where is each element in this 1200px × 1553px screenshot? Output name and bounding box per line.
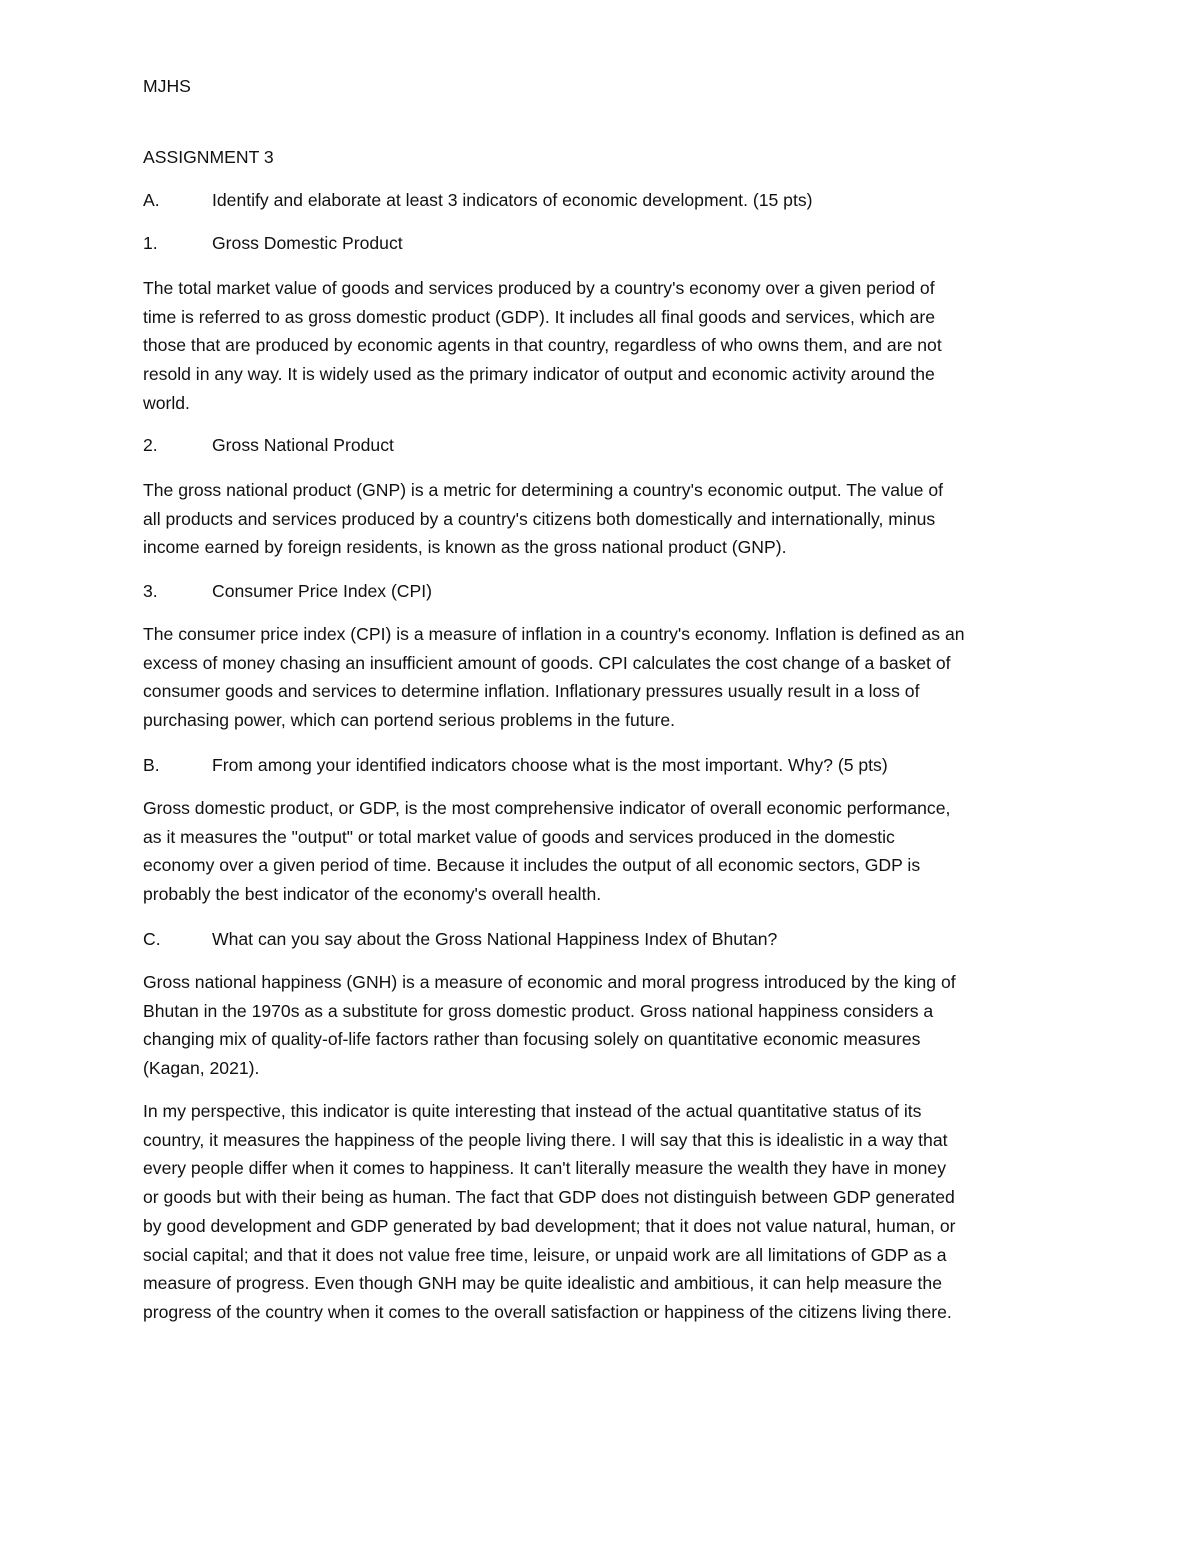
paragraph-line: time is referred to as gross domestic product (GDP). It includes all final goods and services, which are bbox=[143, 306, 936, 327]
paragraph-line: The consumer price index (CPI) is a measure of inflation in a country's economy. Inflation is defined as an bbox=[143, 624, 965, 644]
indicator-1-title: Gross Domestic Product bbox=[212, 233, 403, 253]
paragraph-line: (Kagan, 2021). bbox=[143, 1058, 260, 1079]
question-a-text: Identify and elaborate at least 3 indicators of economic development. (15 pts) bbox=[212, 190, 813, 210]
question-a-marker: A. bbox=[143, 190, 160, 210]
paragraph-line: In my perspective, this indicator is quite interesting that instead of the actual quantitative status of its bbox=[143, 1101, 922, 1121]
indicator-2-title: Gross National Product bbox=[212, 435, 394, 455]
paragraph-line: as it measures the "output" or total market value of goods and services produced in the domestic bbox=[143, 826, 895, 847]
indicator-2-heading bbox=[143, 431, 394, 460]
paragraph-line: social capital; and that it does not value free time, leisure, or unpaid work are all limitations of GDP as a bbox=[143, 1244, 947, 1265]
paragraph-line: Bhutan in the 1970s as a substitute for gross domestic product. Gross national happiness considers a bbox=[143, 1000, 934, 1021]
paragraph-line: The gross national product (GNP) is a metric for determining a country's economic output. The value of bbox=[143, 480, 944, 500]
paragraph-line: every people differ when it comes to happiness. It can't literally measure the wealth they have in money bbox=[143, 1158, 947, 1179]
question-b-marker: B. bbox=[143, 755, 160, 775]
question-a bbox=[143, 186, 813, 215]
indicator-3-title: Consumer Price Index (CPI) bbox=[212, 581, 432, 601]
paragraph-line: Gross domestic product, or GDP, is the most comprehensive indicator of overall economic performance, bbox=[143, 798, 951, 818]
paragraph-line: consumer goods and services to determine inflation. Inflationary pressures usually result in a loss of bbox=[143, 681, 920, 702]
indicator-3-heading bbox=[143, 577, 432, 606]
question-c-marker: C. bbox=[143, 929, 161, 949]
indicator-1-number: 1. bbox=[143, 233, 158, 253]
paragraph-line: purchasing power, which can portend serious problems in the future. bbox=[143, 710, 676, 731]
paragraph-line: changing mix of quality-of-life factors rather than focusing solely on quantitative economic measures bbox=[143, 1029, 921, 1050]
question-c bbox=[143, 925, 777, 954]
paragraph-line: or goods but with their being as human. The fact that GDP does not distinguish between GDP generated bbox=[143, 1187, 955, 1208]
paragraph-line: Gross national happiness (GNH) is a measure of economic and moral progress introduced by the king of bbox=[143, 972, 956, 992]
school-name: MJHS bbox=[143, 76, 191, 96]
question-b bbox=[143, 751, 888, 780]
question-c-text: What can you say about the Gross National Happiness Index of Bhutan? bbox=[212, 929, 778, 949]
paragraph-line: excess of money chasing an insufficient amount of goods. CPI calculates the cost change of a basket of bbox=[143, 652, 951, 673]
answer-c-paragraph-2 bbox=[143, 1097, 955, 1327]
answer-b-paragraph bbox=[143, 794, 950, 909]
indicator-2-number: 2. bbox=[143, 435, 158, 455]
question-b-text: From among your identified indicators choose what is the most important. Why? (5 pts) bbox=[212, 755, 888, 775]
indicator-3-number: 3. bbox=[143, 581, 158, 601]
answer-c-paragraph-1 bbox=[143, 968, 956, 1083]
paragraph-line: world. bbox=[143, 392, 190, 413]
paragraph-line: those that are produced by economic agents in that country, regardless of who owns them, and are not bbox=[143, 335, 942, 356]
paragraph-line: country, it measures the happiness of the people living there. I will say that this is idealistic in a way that bbox=[143, 1129, 948, 1150]
paragraph-line: measure of progress. Even though GNH may be quite idealistic and ambitious, it can help measure the bbox=[143, 1273, 942, 1294]
indicator-3-paragraph bbox=[143, 620, 965, 735]
paragraph-line: income earned by foreign residents, is known as the gross national product (GNP). bbox=[143, 537, 787, 558]
paragraph-line: progress of the country when it comes to the overall satisfaction or happiness of the citizens living there. bbox=[143, 1301, 952, 1322]
paragraph-line: The total market value of goods and services produced by a country's economy over a given period of bbox=[143, 278, 935, 298]
paragraph-line: resold in any way. It is widely used as the primary indicator of output and economic activity around the bbox=[143, 364, 935, 385]
assignment-title: ASSIGNMENT 3 bbox=[143, 147, 274, 167]
paragraph-line: by good development and GDP generated by bad development; that it does not value natural, human, or bbox=[143, 1215, 956, 1236]
indicator-1-heading bbox=[143, 229, 403, 258]
indicator-2-paragraph bbox=[143, 476, 943, 562]
paragraph-line: economy over a given period of time. Because it includes the output of all economic sectors, GDP is bbox=[143, 855, 921, 876]
paragraph-line: all products and services produced by a country's citizens both domestically and internationally, minus bbox=[143, 508, 936, 529]
paragraph-line: probably the best indicator of the economy's overall health. bbox=[143, 884, 602, 905]
indicator-1-paragraph bbox=[143, 274, 942, 418]
